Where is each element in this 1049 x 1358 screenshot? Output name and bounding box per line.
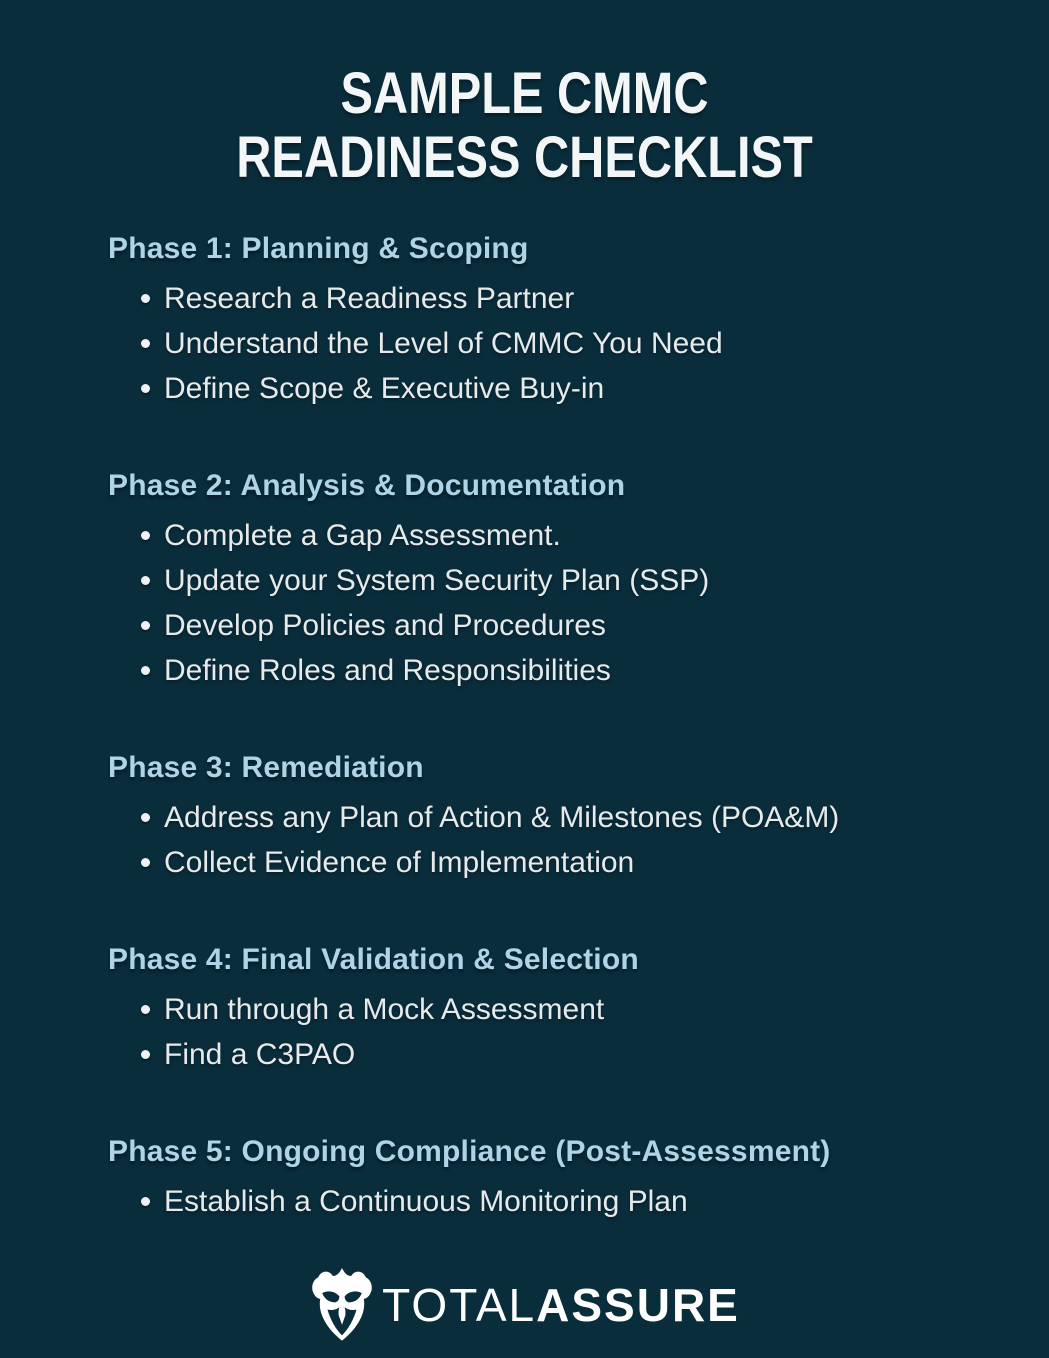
page-title-line2: READINESS CHECKLIST (236, 125, 813, 190)
bullet-dot-icon (141, 576, 150, 585)
checklist-item-text: Run through a Mock Assessment (164, 993, 605, 1026)
bullet-dot-icon (141, 294, 150, 303)
phase-heading: Phase 5: Ongoing Compliance (Post-Assessment) (108, 1135, 831, 1168)
page-title-line1: SAMPLE CMMC (340, 61, 709, 126)
checklist-item-text: Research a Readiness Partner (164, 282, 575, 315)
checklist-item (108, 276, 989, 321)
checklist-item-text: Complete a Gap Assessment. (164, 519, 561, 552)
phase-heading: Phase 3: Remediation (108, 751, 424, 784)
bullet-dot-icon (141, 666, 150, 675)
phase-items (108, 513, 989, 693)
bullet-dot-icon (141, 813, 150, 822)
checklist-item-text: Develop Policies and Procedures (164, 609, 606, 642)
checklist-item-text: Find a C3PAO (164, 1038, 356, 1071)
brand-name (382, 1279, 740, 1331)
checklist-item (108, 366, 989, 411)
phase-items (108, 795, 989, 885)
checklist-item-text: Update your System Security Plan (SSP) (164, 564, 710, 597)
bullet-dot-icon (141, 1050, 150, 1059)
checklist-item-text: Understand the Level of CMMC You Need (164, 327, 723, 360)
checklist-item-text: Address any Plan of Action & Milestones (POA&M) (164, 801, 840, 834)
checklist-item (108, 1179, 989, 1224)
phase-section (108, 693, 989, 885)
bullet-dot-icon (141, 858, 150, 867)
brand-logo (0, 1268, 1049, 1342)
checklist-item (108, 648, 989, 693)
checklist-item (108, 1032, 989, 1077)
phase-heading: Phase 2: Analysis & Documentation (108, 469, 626, 502)
phase-section (108, 411, 989, 693)
checklist-item (108, 558, 989, 603)
bullet-dot-icon (141, 339, 150, 348)
checklist-item (108, 987, 989, 1032)
page-title (84, 62, 965, 190)
phase-section (108, 885, 989, 1077)
phase-heading: Phase 4: Final Validation & Selection (108, 943, 639, 976)
bullet-dot-icon (141, 1197, 150, 1206)
phase-section (108, 190, 989, 411)
phase-heading: Phase 1: Planning & Scoping (108, 232, 529, 265)
bullet-dot-icon (141, 531, 150, 540)
phase-sections (0, 190, 1049, 1224)
checklist-item-text: Define Roles and Responsibilities (164, 654, 611, 687)
checklist-item (108, 513, 989, 558)
checklist-item (108, 321, 989, 366)
owl-shield-icon (309, 1268, 375, 1342)
bullet-dot-icon (141, 384, 150, 393)
bullet-dot-icon (141, 621, 150, 630)
checklist-item-text: Define Scope & Executive Buy-in (164, 372, 605, 405)
phase-section (108, 1077, 989, 1224)
checklist-item (108, 795, 989, 840)
phase-items (108, 1179, 989, 1224)
bullet-dot-icon (141, 1005, 150, 1014)
brand-name-assure: ASSURE (536, 1279, 740, 1331)
phase-items (108, 276, 989, 411)
checklist-item-text: Collect Evidence of Implementation (164, 846, 635, 879)
checklist-item-text: Establish a Continuous Monitoring Plan (164, 1185, 688, 1218)
phase-items (108, 987, 989, 1077)
checklist-item (108, 603, 989, 648)
brand-name-total: TOTAL (382, 1279, 537, 1331)
checklist-item (108, 840, 989, 885)
